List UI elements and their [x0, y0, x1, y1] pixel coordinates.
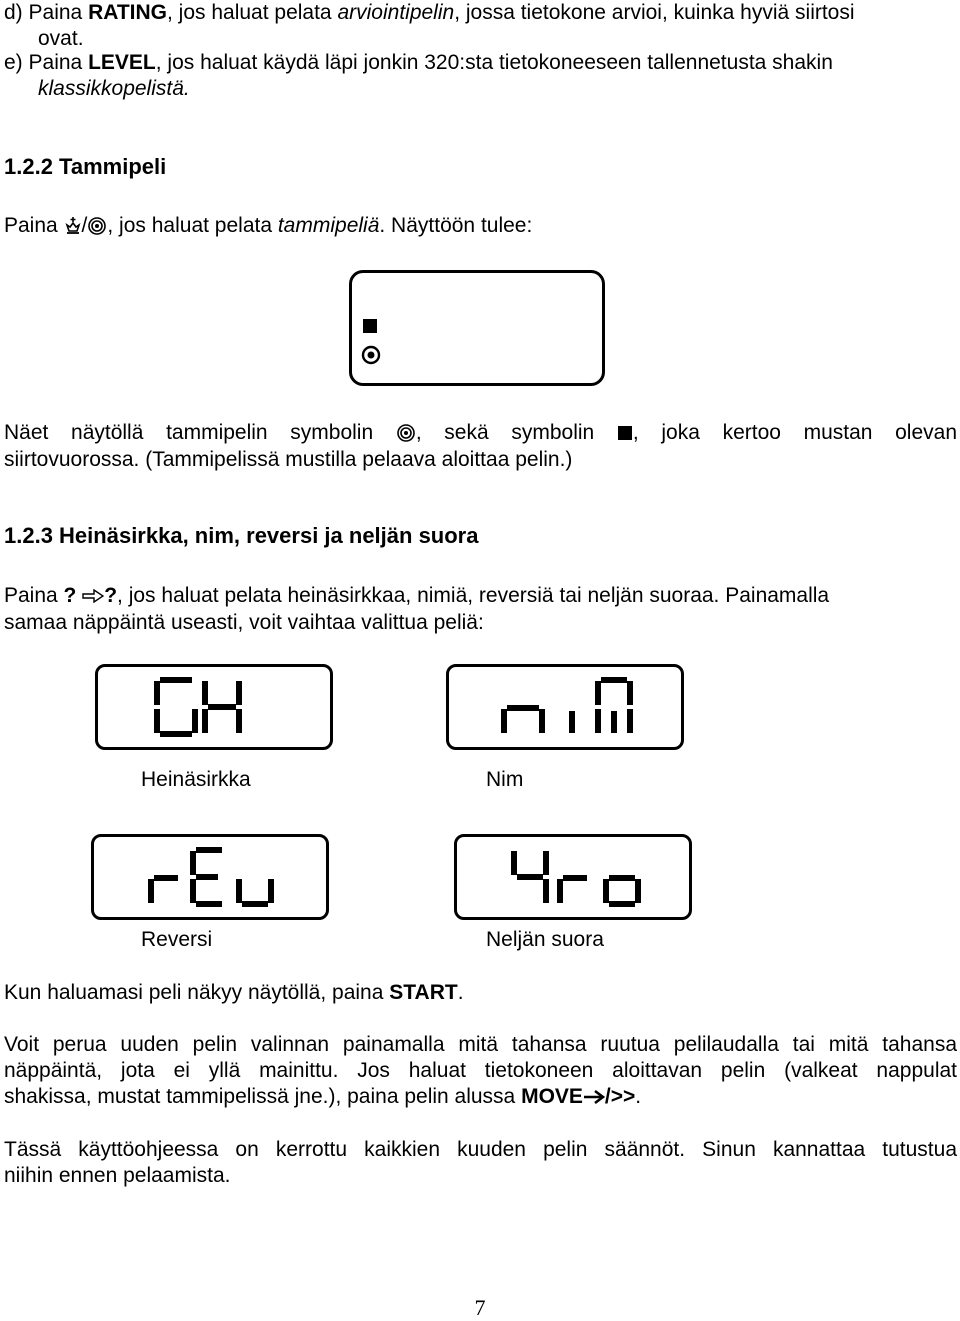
caption-heinasirkka: Heinäsirkka — [141, 768, 251, 791]
cancel-paragraph-line3: shakissa, mustat tammipelissä jne.), paina pelin alussa MOVE />>. — [4, 1085, 642, 1108]
checker-icon — [396, 423, 416, 443]
checker-icon — [361, 345, 381, 365]
bold-arrow-icon — [583, 1089, 605, 1105]
item-e-line1: e) Paina LEVEL, jos haluat käydä läpi jonkin 320:sta tietokoneeseen tallennetusta shakin — [4, 51, 833, 74]
lcd-display-tammipeli — [349, 270, 605, 386]
tammipeli-intro: Paina / , jos haluat pelata tammipeliä. Näyttöön tulee: — [4, 214, 533, 237]
cancel-paragraph-line1: Voit perua uuden pelin valinnan painamalla mitä tahansa ruutua pelilaudalla tai mitä tahansa — [4, 1033, 957, 1056]
lcd-reversi — [91, 834, 329, 920]
rules-paragraph-line1: Tässä käyttöohjeessa on kerrottu kaikkien kuuden pelin säännöt. Sinun kannattaa tutustua — [4, 1138, 957, 1161]
item-d-line2: ovat. — [38, 27, 84, 50]
lcd-segments — [98, 667, 330, 747]
heinasirkka-intro: Paina ? ?, jos haluat pelata heinäsirkkaa, nimiä, reversiä tai neljän suoraa. Painamalla — [4, 584, 830, 607]
caption-nim: Nim — [486, 768, 524, 791]
king-icon — [64, 216, 82, 236]
lcd-segments — [94, 837, 326, 917]
rules-paragraph-line2: niihin ennen pelaamista. — [4, 1164, 231, 1187]
item-d-line1: d) Paina RATING, jos haluat pelata arviointipelin, jossa tietokone arvioi, kuinka hyviä siirtosi — [4, 1, 855, 24]
caption-reversi: Reversi — [141, 928, 213, 951]
caption-neljan-suora: Neljän suora — [486, 928, 604, 951]
lcd-nim — [446, 664, 684, 750]
outline-arrow-icon — [82, 589, 104, 603]
item-e-line2: klassikkopelistä. — [38, 77, 190, 100]
black-square-icon — [363, 319, 377, 333]
lcd-neljan-suora — [454, 834, 692, 920]
cancel-paragraph-line2: näppäintä, jota ei yllä mainittu. Jos haluat tietokoneen aloittavan pelin (valkeat nappulat — [4, 1059, 957, 1082]
heading-tammipeli: 1.2.2 Tammipeli — [4, 154, 167, 179]
start-instruction: Kun haluamasi peli näkyy näytöllä, paina START. — [4, 981, 464, 1004]
heinasirkka-intro-2: samaa näppäintä useasti, voit vaihtaa valittua peliä: — [4, 611, 484, 634]
checker-icon — [87, 216, 107, 236]
tammipeli-symbol-text: Näet näytöllä tammipelin symbolin , sekä symbolin , joka kertoo mustan olevan — [4, 421, 958, 444]
lcd-heinasirkka — [95, 664, 333, 750]
page-number: 7 — [474, 1295, 486, 1320]
tammipeli-turn-text: siirtovuorossa. (Tammipelissä mustilla pelaava aloittaa pelin.) — [4, 448, 573, 471]
heading-heinasirkka: 1.2.3 Heinäsirkka, nim, reversi ja neljän suora — [4, 523, 479, 548]
lcd-segments — [457, 837, 689, 917]
lcd-segments — [449, 667, 681, 747]
black-square-icon — [617, 425, 633, 441]
